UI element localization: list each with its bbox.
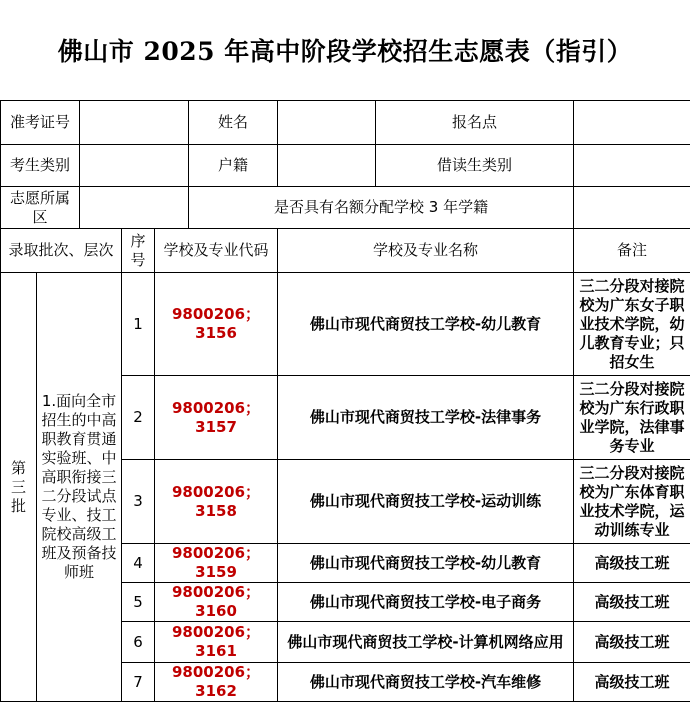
row-code: 9800206；3156 (155, 273, 278, 376)
exam-no-field[interactable] (80, 101, 189, 145)
application-form (0, 100, 690, 702)
quota-field[interactable] (574, 187, 690, 229)
table-row (1, 273, 690, 376)
row-code: 9800206；3161 (155, 622, 278, 663)
batch-label: 第三批 (1, 273, 37, 702)
category-field[interactable] (80, 145, 189, 187)
row-name: 佛山市现代商贸技工学校-汽车维修 (278, 663, 574, 702)
row-seq: 3 (122, 460, 155, 544)
row-name: 佛山市现代商贸技工学校-幼儿教育 (278, 544, 574, 583)
name-field[interactable] (278, 101, 376, 145)
row-note: 高级技工班 (574, 583, 690, 622)
row-seq: 6 (122, 622, 155, 663)
boarding-field[interactable] (574, 145, 690, 187)
row-code: 9800206；3160 (155, 583, 278, 622)
row-note: 三二分段对接院校为广东行政职业学院，法律事务专业 (574, 376, 690, 460)
district-label: 志愿所属区 (1, 187, 80, 229)
exam-no-label: 准考证号 (1, 101, 80, 145)
row-seq: 1 (122, 273, 155, 376)
row-seq: 4 (122, 544, 155, 583)
row-note: 高级技工班 (574, 544, 690, 583)
household-field[interactable] (278, 145, 376, 187)
row-name: 佛山市现代商贸技工学校-运动训练 (278, 460, 574, 544)
row-name: 佛山市现代商贸技工学校-幼儿教育 (278, 273, 574, 376)
row-code: 9800206；3162 (155, 663, 278, 702)
reg-point-field[interactable] (574, 101, 690, 145)
header-name: 学校及专业名称 (278, 229, 574, 273)
page-title: 佛山市 2025 年高中阶段学校招生志愿表（指引） (0, 0, 690, 100)
row-name: 佛山市现代商贸技工学校-法律事务 (278, 376, 574, 460)
row-note: 三二分段对接院校为广东女子职业技术学院，幼儿教育专业；只招女生 (574, 273, 690, 376)
quota-label: 是否具有名额分配学校 3 年学籍 (189, 187, 574, 229)
row-code: 9800206；3158 (155, 460, 278, 544)
header-code: 学校及专业代码 (155, 229, 278, 273)
name-label: 姓名 (189, 101, 278, 145)
category-label: 考生类别 (1, 145, 80, 187)
level-label: 1.面向全市招生的中高职教育贯通实验班、中高职衔接三二分段试点专业、技工院校高级工班及预备技师班 (37, 273, 122, 702)
header-note: 备注 (574, 229, 690, 273)
row-seq: 7 (122, 663, 155, 702)
row-name: 佛山市现代商贸技工学校-计算机网络应用 (278, 622, 574, 663)
row-seq: 5 (122, 583, 155, 622)
row-code: 9800206；3159 (155, 544, 278, 583)
boarding-label: 借读生类别 (376, 145, 574, 187)
row-note: 高级技工班 (574, 663, 690, 702)
row-seq: 2 (122, 376, 155, 460)
district-field[interactable] (80, 187, 189, 229)
reg-point-label: 报名点 (376, 101, 574, 145)
row-note: 三二分段对接院校为广东体育职业技术学院，运动训练专业 (574, 460, 690, 544)
row-name: 佛山市现代商贸技工学校-电子商务 (278, 583, 574, 622)
household-label: 户籍 (189, 145, 278, 187)
row-code: 9800206；3157 (155, 376, 278, 460)
row-note: 高级技工班 (574, 622, 690, 663)
header-seq: 序号 (122, 229, 155, 273)
header-batch: 录取批次、层次 (1, 229, 122, 273)
